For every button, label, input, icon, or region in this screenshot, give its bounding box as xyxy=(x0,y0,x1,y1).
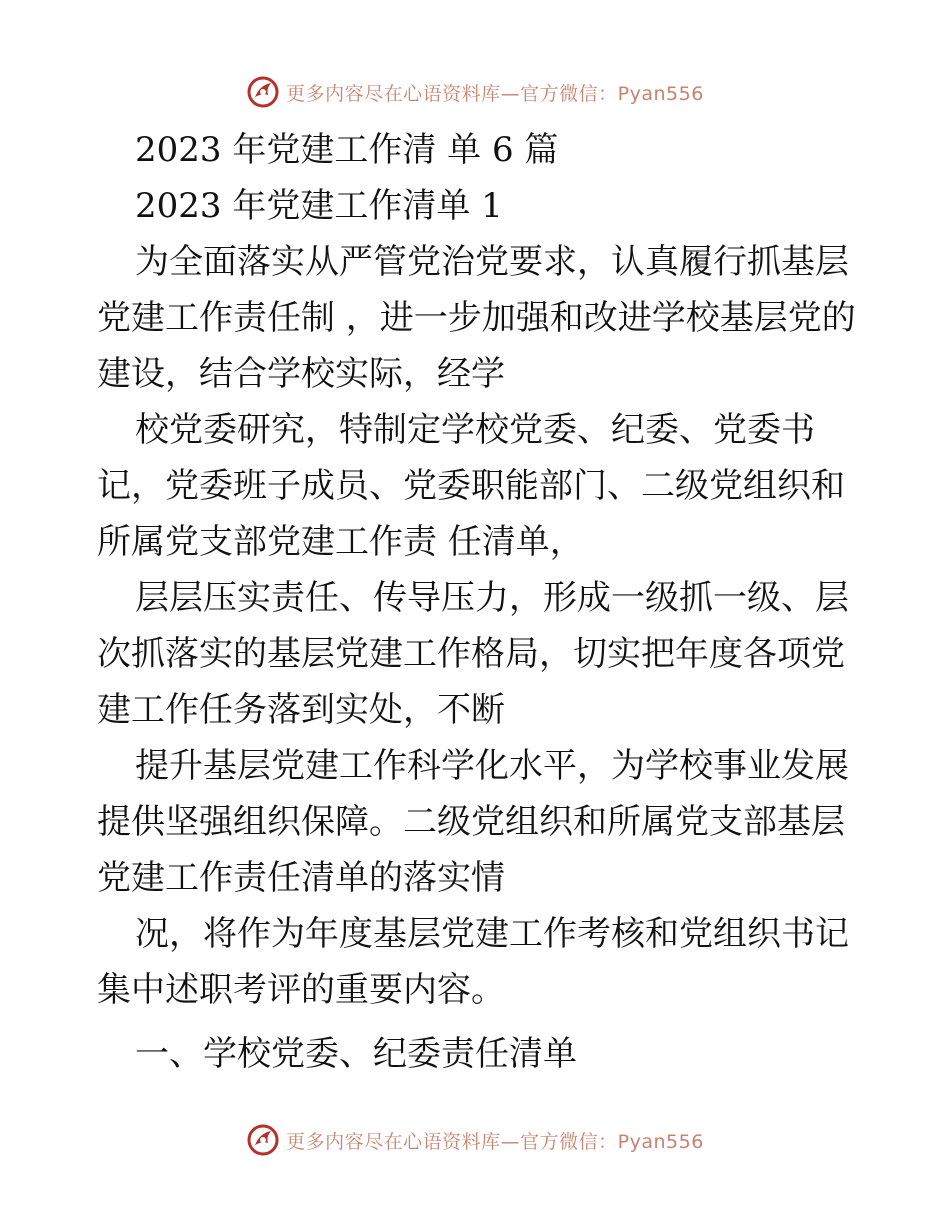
document-subheading: 2023 年党建工作清单 1 xyxy=(135,186,503,226)
paragraph: 层层压实责任、传导压力，形成一级抓一级、层次抓落实的基层党建工作格局，切实把年度各项党建工作任务落到实处，不断 xyxy=(97,578,849,730)
watermark-footer xyxy=(0,1120,950,1160)
document-heading: 2023 年党建工作清 单 6 篇 xyxy=(135,130,559,170)
paragraph: 况，将作为年度基层党建工作考核和党组织书记集中述职考评的重要内容。 xyxy=(97,914,849,1010)
red-circle-logo-icon xyxy=(246,1123,280,1157)
paragraph: 校党委研究，特制定学校党委、纪委、党委书记，党委班子成员、党委职能部门、二级党组织和所属党支部党建工作责 任清单， xyxy=(97,410,845,562)
paragraph: 为全面落实从严管党治党要求，认真履行抓基层党建工作责任制 ，进一步加强和改进学校基层党的建设，结合学校实际，经学 xyxy=(97,242,856,394)
document-body xyxy=(97,122,857,1082)
watermark-text: 更多内容尽在心语资料库—官方微信：Pyan556 xyxy=(286,82,704,105)
paragraph: 提升基层党建工作科学化水平，为学校事业发展提供坚强组织保障。二级党组织和所属党支部基层党建工作责任清单的落实情 xyxy=(97,746,849,898)
red-circle-logo-icon xyxy=(246,75,280,109)
watermark-text: 更多内容尽在心语资料库—官方微信：Pyan556 xyxy=(286,1130,704,1153)
section-heading: 一、学校党委、纪委责任清单 xyxy=(135,1034,577,1074)
watermark-header xyxy=(0,72,950,112)
